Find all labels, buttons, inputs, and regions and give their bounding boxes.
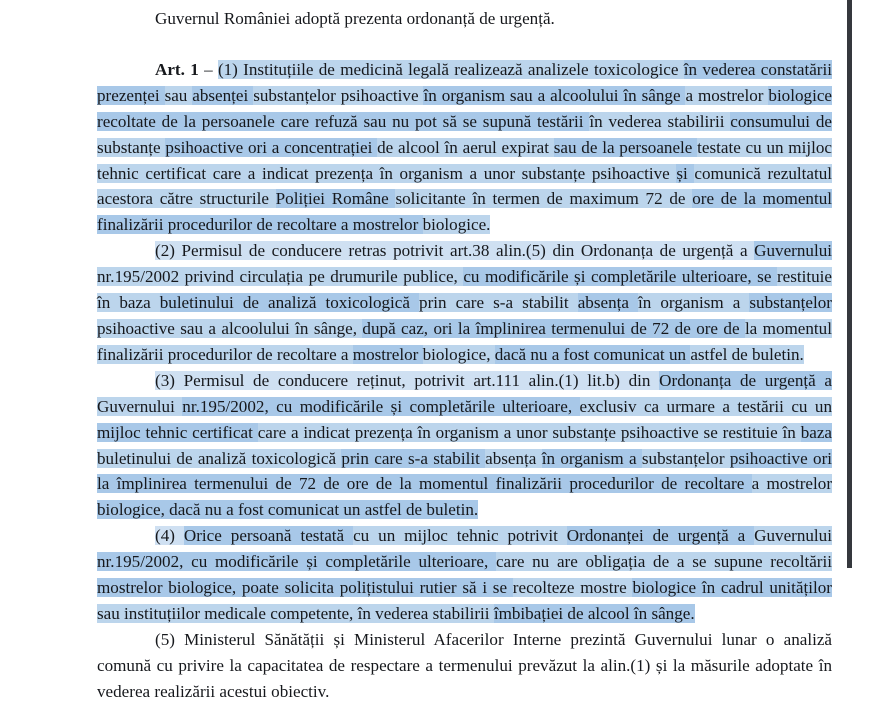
text-run: în vederea constatării — [683, 59, 833, 79]
text-run: nr.195/2002, cu modificările și completările ulterioare, — [97, 552, 496, 572]
text-run: absenței — [192, 85, 254, 105]
text-run: sau de la persoanele — [553, 137, 698, 157]
text-run: testate cu un mijloc tehnic certificat care a indicat prezența în organism a unor substanțe psihoactive — [97, 137, 832, 183]
document-body[interactable] — [97, 6, 832, 705]
text-run: care nu are obligația de a se supune recoltării — [495, 552, 832, 572]
text-run: astfel de buletin. — [690, 344, 804, 364]
text-run: Poliției Române — [275, 189, 396, 209]
text-run: a mostrelor — [751, 474, 833, 494]
text-run: în organism sau a alcoolului în sânge — [423, 85, 686, 105]
paragraph-1[interactable] — [97, 57, 832, 238]
paragraph-1-runs — [97, 60, 832, 234]
text-run: (1) Instituțiile de medicină legală realizează analizele toxicologice — [217, 59, 684, 79]
text-run: biologice, — [422, 344, 495, 364]
paragraph-2[interactable] — [97, 238, 832, 368]
text-run: (4) — [155, 526, 184, 546]
text-run: solicitante în termen de maximum 72 de — [395, 189, 693, 209]
text-run: după caz, ori la împlinirea termenului de 72 de ore de — [362, 318, 745, 338]
text-run: Guvernului — [754, 526, 832, 546]
text-run: a mostrelor — [685, 85, 769, 105]
text-run: nr.195/2002, cu modificările și completările ulterioare, — [182, 396, 580, 416]
paragraph-4[interactable] — [97, 523, 832, 627]
text-run: biologice. — [422, 215, 491, 235]
text-run: sau — [164, 85, 193, 105]
text-run: Ordonanței de urgență a — [566, 526, 755, 546]
text-run: recolteze mostre — [512, 578, 633, 598]
text-run: psihoactive sau a alcoolului în sânge, — [97, 318, 363, 338]
text-run: substanțelor — [641, 448, 730, 468]
text-run: în vederea stabilirii — [589, 111, 731, 131]
text-run: psihoactive ori la împlinirea termenului de 72 de ore de la momentul finalizării procedurilor de recoltare — [97, 448, 833, 494]
text-run: biologice în cadrul unităților — [632, 578, 832, 598]
text-run: buletinului de analiză toxicologică — [97, 448, 342, 468]
text-run: Orice persoană testată — [183, 526, 354, 546]
text-run: restituie în baza — [97, 267, 832, 313]
text-run: Ordonanța de urgență a — [659, 370, 832, 390]
text-run: absența — [485, 448, 542, 468]
text-run: mostrelor — [352, 344, 423, 364]
paragraph-5-runs — [97, 630, 832, 701]
page-right-edge-border — [847, 0, 869, 568]
text-run: nr.195/2002 privind circulația pe drumurile publice, — [97, 267, 464, 287]
text-run: cu un mijloc tehnic potrivit — [353, 526, 567, 546]
paragraph-4-runs — [97, 526, 832, 623]
text-run: prin care s-a stabilit — [419, 293, 578, 313]
text-run: în organism a — [638, 293, 750, 313]
article-dash: – — [198, 59, 218, 79]
text-run: (3) Permisul de conducere reținut, potrivit art.111 alin.(1) lit.b) din — [155, 370, 660, 390]
text-run: mostrelor biologice, poate solicita polițistului rutier să i se — [97, 578, 513, 598]
paragraph-3-runs — [97, 371, 832, 520]
text-run: de alcool în aerul expirat — [377, 137, 554, 157]
text-run: substanțelor psihoactive — [253, 85, 424, 105]
text-run: care a indicat prezența în organism a unor substanțe psihoactive se restituie în — [257, 422, 801, 442]
text-run: buletinului de analiză toxicologică — [159, 293, 420, 313]
text-run: biologice, dacă nu a fost comunicat un astfel de buletin. — [97, 500, 479, 520]
article-label: Art. 1 — [155, 59, 199, 79]
text-run: Guvernului — [754, 241, 832, 261]
text-run: substanțelor — [749, 293, 832, 313]
text-run: comunică rezultatul acestora către structurile — [97, 163, 832, 209]
text-run: (5) Ministerul Sănătății și Ministerul Afacerilor Interne prezintă Guvernului lunar o analiză comună cu privire la capacitatea de respectare a termenului prevăzut la alin.(1) și la măsurile adoptate în vederea realizării acestui obiectiv. — [97, 629, 832, 701]
text-run: substanțe — [97, 137, 166, 157]
text-run: psihoactive ori a concentrației — [165, 137, 378, 157]
text-run: și — [676, 163, 695, 183]
lead-line-text: Guvernul României adoptă prezenta ordonanță de urgență. — [155, 9, 555, 28]
text-run: consumului de — [730, 111, 832, 131]
text-run: prin care s-a stabilit — [341, 448, 486, 468]
text-run: (2) Permisul de conducere retras potrivit art.38 alin.(5) din Ordonanța de urgență a — [155, 241, 755, 261]
paragraph-2-runs — [97, 241, 832, 364]
text-run: îmbibației de alcool în sânge. — [493, 603, 695, 623]
paragraph-3[interactable] — [97, 368, 832, 523]
text-run: prezenței — [97, 85, 165, 105]
paragraph-5[interactable] — [97, 627, 832, 705]
text-run: absența — [577, 293, 639, 313]
text-run: sau instituțiilor medicale competente, în vederea stabilirii — [97, 603, 494, 623]
text-run: ore de la momentul finalizării procedurilor de recoltare a mostrelor — [97, 189, 832, 235]
text-run: cu modificările și completările ulterioare, se — [463, 267, 777, 287]
text-run: biologice recoltate de la persoanele care refuză sau nu pot să se supună testării — [97, 85, 832, 131]
text-run: exclusiv ca urmare a testării cu un — [579, 396, 832, 416]
text-run: baza — [800, 422, 832, 442]
text-run: Guvernului — [97, 396, 183, 416]
text-run: la momentul finalizării procedurilor de recoltare a — [97, 318, 832, 364]
lead-paragraph — [97, 6, 832, 32]
text-run: dacă nu a fost comunicat un — [494, 344, 691, 364]
text-run: în organism a — [541, 448, 642, 468]
text-run: mijloc tehnic certificat — [97, 422, 258, 442]
